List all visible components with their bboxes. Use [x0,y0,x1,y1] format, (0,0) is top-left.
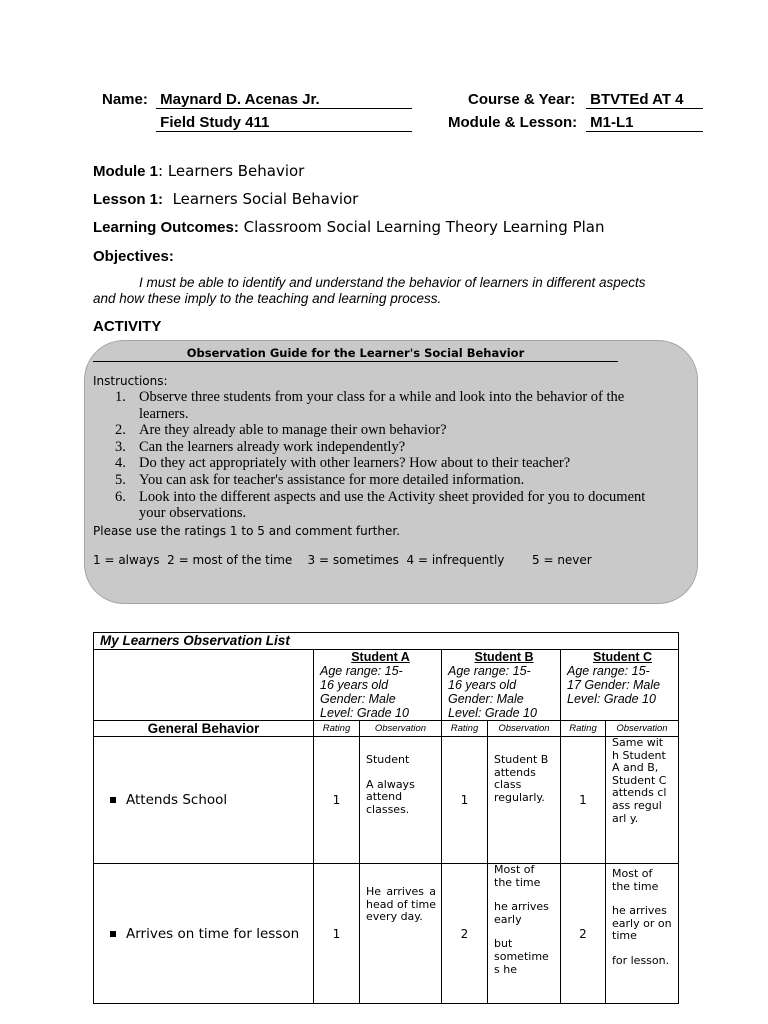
rating-cell: 1 [314,737,360,864]
module-lesson-label: Module & Lesson: [448,114,578,131]
instructions-list [93,389,668,522]
table-row [94,864,679,1004]
rating-cell: 1 [442,737,488,864]
rating-header: Rating [314,721,360,737]
objective-text: I must be able to identify and understand the behavior of learners in different aspects and how these imply to the teaching and learning process. [93,275,646,306]
name-label: Name: [102,91,148,108]
module-lesson-value: M1-L1 [586,114,703,132]
name-value: Maynard D. Acenas Jr. [156,91,412,109]
observation-cell: Student B attends class regularly. [488,737,561,864]
rating-cell: 1 [561,737,606,864]
table-title-row [94,633,679,650]
rating-cell: 2 [561,864,606,1004]
table-title: My Learners Observation List [94,633,679,650]
instructions-label: Instructions: [93,374,168,388]
instruction-item: 1. Observe three students from your class for a while and look into the behavior of the learners. [115,389,625,422]
observation-header: Observation [606,721,679,737]
blank-header-cell [94,650,314,721]
observation-cell: Most of the time he arrives early or on time for lesson. [606,864,679,1004]
observation-header: Observation [360,721,442,737]
general-behavior-header: General Behavior [94,721,314,737]
subheader-row [94,721,679,737]
lesson-line: Lesson 1: Learners Social Behavior [93,190,359,208]
student-b-header: Student B Age range: 15- 16 years old Gender: Male Level: Grade 10 [442,650,561,721]
observation-cell: Same with Student A and B, Student C attends class regularl y. [606,737,679,864]
instruction-item: 3. Can the learners already work independently? [115,438,406,455]
rating-scale-right: 5 = never [532,553,592,567]
student-a-header: Student A Age range: 15- 16 years old Gender: Male Level: Grade 10 [314,650,442,721]
behavior-cell: Attends School [94,737,314,864]
course-value: BTVTEd AT 4 [586,91,703,109]
module-line: Module 1: Learners Behavior [93,162,305,180]
table-row [94,737,679,864]
observation-cell: He arrives a head of time every day. [360,864,442,1004]
student-header-row [94,650,679,721]
observation-table [93,632,679,1004]
instruction-item: 6. Look into the different aspects and use the Activity sheet provided for you to document your observations. [115,488,646,522]
observation-guide-title: Observation Guide for the Learner's Social Behavior [93,346,618,362]
instruction-item: 2. Are they already able to manage their own behavior? [115,422,447,439]
ratings-note: Please use the ratings 1 to 5 and comment further. [93,524,401,538]
rating-header: Rating [442,721,488,737]
bullet-icon [110,797,116,803]
instruction-item: 5. You can ask for teacher's assistance for more detailed information. [115,471,525,488]
course-label: Course & Year: [468,91,576,108]
student-c-header: Student C Age range: 15- 17 Gender: Male Level: Grade 10 [561,650,679,721]
observation-header: Observation [488,721,561,737]
rating-header: Rating [561,721,606,737]
observation-cell: Most of the time he arrives early but sometime s he [488,864,561,1004]
subject-value: Field Study 411 [156,114,412,132]
behavior-cell: Arrives on time for lesson [94,864,314,1004]
activity-heading: ACTIVITY [93,318,162,335]
rating-cell: 2 [442,864,488,1004]
rating-scale-left: 1 = always 2 = most of the time 3 = sometimes 4 = infrequently [93,553,505,567]
observation-cell: Student A always attend classes. [360,737,442,864]
instruction-item: 4. Do they act appropriately with other learners? How about to their teacher? [115,455,571,472]
objectives-heading: Objectives: [93,248,174,265]
bullet-icon [110,931,116,937]
outcomes-line: Learning Outcomes: Classroom Social Learning Theory Learning Plan [93,218,605,236]
rating-cell: 1 [314,864,360,1004]
